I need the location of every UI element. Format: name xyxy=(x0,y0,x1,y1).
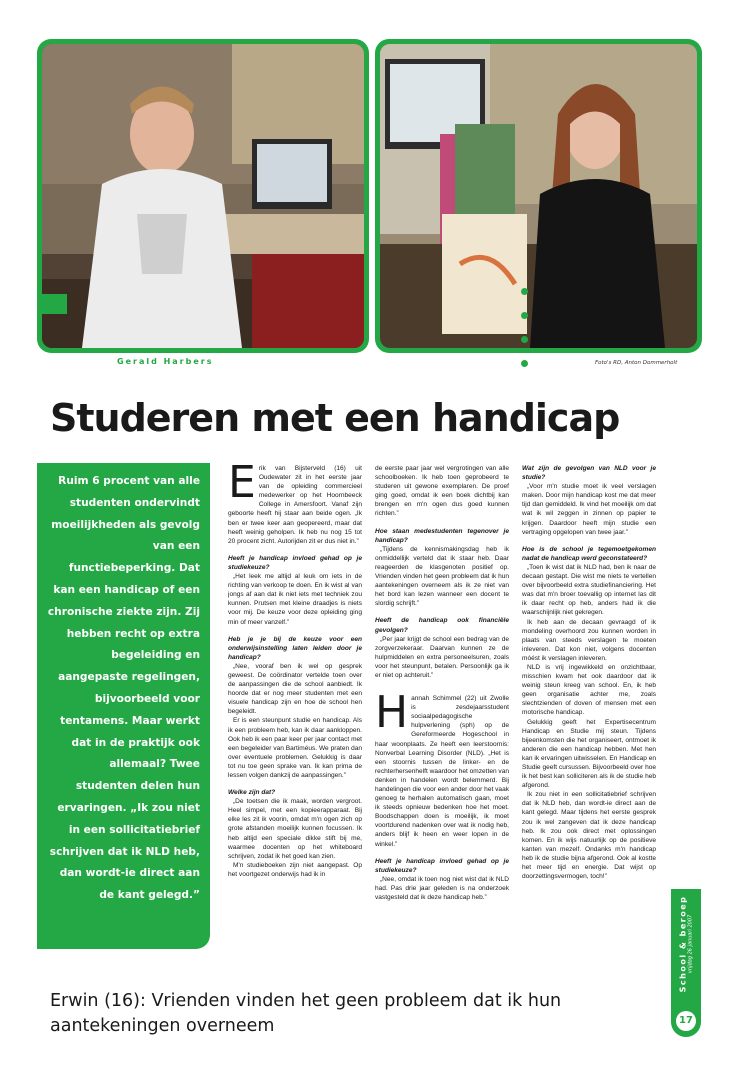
photo-student-erik xyxy=(42,44,364,348)
photo-student-hannah xyxy=(380,44,697,348)
interview-question: Heeft je handicap invloed gehad op je studiekeuze? xyxy=(375,857,509,874)
paragraph: „Per jaar krijgt de school een bedrag van de zorgverzekeraar. Daarvan kunnen ze de hulpmiddelen en extra personeelsuren, zoals voor het steunpunt, betalen. Persoonlijk ga ik er niet op achteruit.” xyxy=(375,635,509,679)
paragraph: de eerste paar jaar wel vergrotingen van alle schoolboeken. Ik heb toen geprobeerd te studeren uit gewone exemplaren. De proef ging goed, omdat ik een boek dichtbij kan brengen en m'n ogen dus goed kunnen richten.” xyxy=(375,465,509,518)
paragraph: Gelukkig geeft het Expertisecentrum Handicap en Studie mij steun. Tijdens bijeenkomsten die het organiseert, ontmoet ik anderen die een handicap hebben. Met hen kan ik ervaringen uitwisselen. En Handicap en Studie geeft cursussen. Bijvoorbeeld over hoe ik het best kan solliciteren als ik de studie heb afgerond. xyxy=(522,718,656,790)
article-column-2 xyxy=(375,464,509,974)
dropcap-h: H xyxy=(375,687,409,739)
intro-text: Ruim 6 procent van alle studenten ondervindt moeilijkheden als gevolg van een functiebeperking. Dat kan een handicap of een chronische ziekte zijn. Zij hebben recht op extra begeleiding en aangepaste regelingen, bijvoorbeeld voor tentamens. Maar werkt dat in de praktijk ook allemaal? Twee studenten delen hun ervaringen. „Ik zou niet in een sollicitatiebrief schrijven dat ik NLD heb, dan wordt-ie direct aan de kant gelegd.” xyxy=(47,475,200,902)
photo-left-frame xyxy=(37,39,369,353)
interview-question: Hoe staan medestudenten tegenover je handicap? xyxy=(375,527,509,544)
paragraph: Ik heb aan de decaan gevraagd of ik mondeling overhoord zou kunnen worden in plaats van steeds verslagen te moeten inleveren. Dat kon niet, volgens docenten móést ik verslagen inleveren. xyxy=(522,618,656,662)
photo-right-frame xyxy=(375,39,702,353)
interview-question: Welke zijn dat? xyxy=(228,789,276,797)
decorative-dot xyxy=(521,336,528,343)
photo-caption-left: Gerald Harbers xyxy=(117,357,214,366)
photo-credit: Foto's RD, Anton Dommerholt xyxy=(595,360,678,366)
paragraph: NLD is vrij ingewikkeld en onzichtbaar, misschien kwam het ook daardoor dat ik weinig steun kreeg van school. En, ik heb geen organisatie achter me, zoals slechtzienden of doven of mensen met een motorische handicap. xyxy=(522,663,656,717)
section-name: School & beroep xyxy=(678,895,688,993)
interview-question: Heeft de handicap ook financiële gevolgen? xyxy=(375,617,509,634)
paragraph: Ik zou niet in een sollicitatiebrief schrijven dat ik NLD heb, dan wordt-ie direct aan de kant gelegd. Maar tijdens het eerste gesprek zou ik wel zangeven dat ik deze handicap heb. Ik zou ook direct met oplossingen komen. En ik wijs natuurlijk op de positieve kanten van mezelf. Ondanks m'n handicap heb ik de studie bijna afgerond. Ook al kostte het meer tijd en energie. Dat wijst op doorzettingsvermogen, toch!” xyxy=(522,791,656,881)
paragraph: „Tijdens de kennismakingsdag heb ik onmiddellijk verteld dat ik staar heb. Daar reageerden de klasgenoten positief op. Vrienden vinden het geen probleem dat ik hun aantekeningen overneem als ik ze niet van het bord kan lezen wanneer een docent te slordig schrijft.” xyxy=(375,545,509,608)
paragraph: „De toetsen die ik maak, worden vergroot. Heel simpel, met een kopieerapparaat. Bij elke les zit ik voorin, omdat m'n ogen zich op grote afstanden moeilijk kunnen focussen. Ik heb altijd een speciale dikke stift bij me, waarmee docenten op het whiteboard schrijven, zodat ik het goed kan zien. xyxy=(228,798,362,860)
paragraph: Er is een steunpunt studie en handicap. Als ik een probleem heb, kan ik daar aankloppen. Ook heb ik een paar keer per jaar contact met een begeleider van Bartiméus. We praten dan over eventuele problemen. Gelukkig is daar tot nu toe geen sprake van. Ik kan prima de lessen volgen dankzij de aanpassingen.” xyxy=(228,717,362,779)
decorative-dot xyxy=(521,312,528,319)
interview-question: Heeft je handicap invloed gehad op je studiekeuze? xyxy=(228,554,362,571)
dropcap-e: E xyxy=(228,464,256,508)
interview-question: Hoe is de school je tegemoetgekomen nadat de handicap werd geconstateerd? xyxy=(522,545,656,562)
article-headline: Studeren met een handicap xyxy=(50,396,620,440)
paragraph: annah Schimmel (22) uit Zwolle is zesdejaarsstudent sociaalpedagogische hulpverlening (sph) op de Gereformeerde Hogeschool in haar woonplaats. Ze heeft een leerstoornis: Nonverbal Learning Disorder (NLD). „Het is een stoornis tussen de linker- en de rechterhersenhelft waardoor het omzetten van denken in handelen wordt belemmerd. Bij handelingen die voor een ander door het vaak genoeg te herhalen automatisch gaan, moet ik steeds opnieuw bedenken hoe het moet. Boodschappen doen is moeilijk, ik moet voortdurend nadenken over wat ik nodig heb, anders blijf ik heen en weer lopen in de winkel.” xyxy=(375,695,509,848)
paragraph: „Nee, vooraf ben ik wel op gesprek geweest. De coördinator vertelde toen over de aanpassingen die de school aanbiedt. Ik hoorde dat er nog meer studenten met een visuele handicap zijn en hoe de school hen begeleidt. xyxy=(228,662,362,716)
paragraph: M'n studieboeken zijn niet aangepast. Op het voortgezet onderwijs had ik in xyxy=(228,861,362,878)
paragraph: rik van Bijsterveld (16) uit Oudewater zit in het eerste jaar van de opleiding commercieel medewerker op het Hoornbeeck College in Amersfoort. Vanaf zijn geboorte heeft hij staar aan beide ogen. „Ik ben er twee keer aan geopereerd, maar dat heeft weinig geholpen. Ik heb nu nog 15 tot 20 procent zicht. Autorijden zit er dus niet in.” xyxy=(228,465,362,545)
paragraph: „Nee, omdat ik toen nog niet wist dat ik NLD had. Pas drie jaar geleden is na onderzoek vastgesteld dat ik deze handicap heb.” xyxy=(375,875,509,902)
intro-box xyxy=(37,463,210,949)
issue-date: vrijdag 26 januari 2007 xyxy=(687,914,694,974)
paragraph: „Voor m'n studie moet ik veel verslagen maken. Door mijn handicap kost me dat meer tijd dan gemiddeld. Ik vind het moeilijk om dat wat ik wil zeggen in zinnen op papier te krijgen. Daardoor heeft mijn studie een vertraging opgelopen van twee jaar.” xyxy=(522,483,656,536)
article-column-1 xyxy=(228,464,362,974)
paragraph: „Toen ik wist dat ik NLD had, ben ik naar de decaan gestapt. Die wist me niets te vertellen over bijvoorbeeld extra studiefinanciering. Het was dat m'n broer toevallig op internet las dit ik daar recht op heb, anders had ik die waarschijnlijk niet gekregen. xyxy=(522,563,656,617)
page-number: 17 xyxy=(676,1011,696,1031)
paragraph: „Het leek me altijd al leuk om iets in de richting van verkoop te doen. En ik wist al van jongs af aan dat ik niet iets met techniek zou kunnen. Prutsen met kleine draadjes is niets voor mij. De keuze voor deze opleiding ging min of meer vanzelf.” xyxy=(228,573,362,626)
article-column-3 xyxy=(522,464,656,974)
decorative-dot xyxy=(521,288,528,295)
interview-question: Heb je je bij de keuze voor een onderwijsinstelling laten leiden door je handicap? xyxy=(228,635,362,661)
pull-quote: Erwin (16): Vrienden vinden het geen probleem dat ik hun aantekeningen overneem xyxy=(50,991,562,1036)
decorative-dot xyxy=(521,360,528,367)
interview-question: Wat zijn de gevolgen van NLD voor je studie? xyxy=(522,465,656,482)
section-label xyxy=(671,889,701,999)
